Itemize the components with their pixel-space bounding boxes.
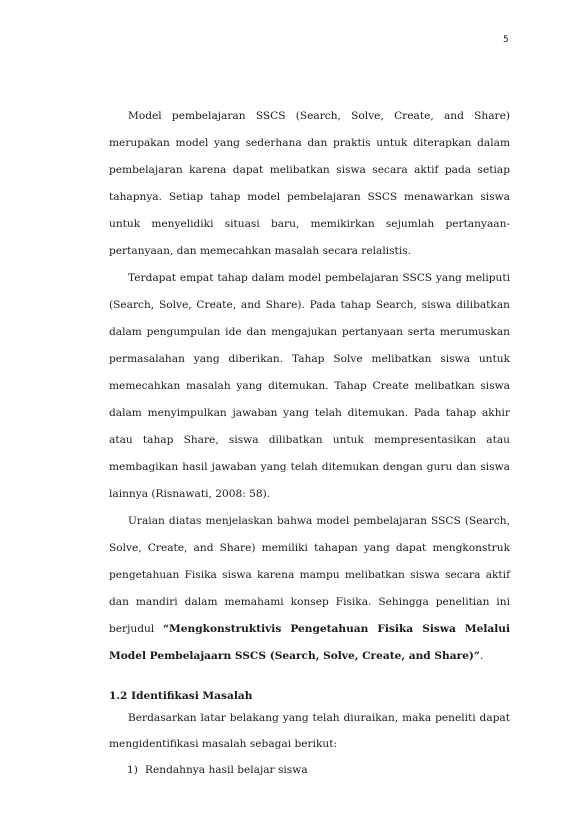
paragraph-sscs-stages: Terdapat empat tahap dalam model pembelajaran SSCS yang meliputi (Search, Solve, Create, and Share). Pada tahap Search, siswa dilibatkan dalam pengumpulan ide dan mengajukan pertanyaan serta merumuskan permasalahan yang diberikan. Tahap Solve melibatkan siswa untuk memecahkan masalah yang ditemukan. Tahap Create melibatkan siswa dalam menyimpulkan jawaban yang telah ditemukan. Pada tahap akhir atau tahap Share, siswa dilibatkan untuk mempresentasikan atau membagikan hasil jawaban yang telah ditemukan dengan guru dan siswa lainnya (Risnawati, 2008: 58). xyxy=(109,272,510,500)
research-title: “Mengkonstruktivis Pengetahuan Fisika Siswa Melalui Model Pembelajaarn SSCS (Search, Solve, Create, and Share)” xyxy=(109,623,510,662)
list-text: Rendahnya hasil belajar siswa xyxy=(145,764,308,776)
section-heading: 1.2 Identifikasi Masalah xyxy=(109,690,253,702)
paragraph-end: . xyxy=(480,650,484,662)
problem-list xyxy=(109,757,510,784)
page-number: 5 xyxy=(503,35,509,45)
body-text xyxy=(109,103,510,784)
list-number: 1) xyxy=(127,764,138,776)
paragraph-text: Uraian diatas menjelaskan bahwa model pembelajaran SSCS (Search, Solve, Create, and Share) memiliki tahapan yang dapat mengkonstruk pengetahuan Fisika siswa karena mampu melibatkan siswa secara aktif dan mandiri dalam memahami konsep Fisika. Sehingga penelitian ini berjudul xyxy=(109,515,510,635)
section-intro: Berdasarkan latar belakang yang telah diuraikan, maka peneliti dapat mengidentifikasi masalah sebagai berikut: xyxy=(109,712,510,750)
paragraph-research-title xyxy=(109,508,510,670)
paragraph-sscs-model: Model pembelajaran SSCS (Search, Solve, Create, and Share) merupakan model yang sederhana dan praktis untuk diterapkan dalam pembelajaran karena dapat melibatkan siswa secara aktif pada setiap tahapnya. Setiap tahap model pembelajaran SSCS menawarkan siswa untuk menyelidiki situasi baru, memikirkan sejumlah pertanyaan-pertanyaan, dan memecahkan masalah secara relalistis. xyxy=(109,110,510,257)
list-item xyxy=(109,757,510,784)
